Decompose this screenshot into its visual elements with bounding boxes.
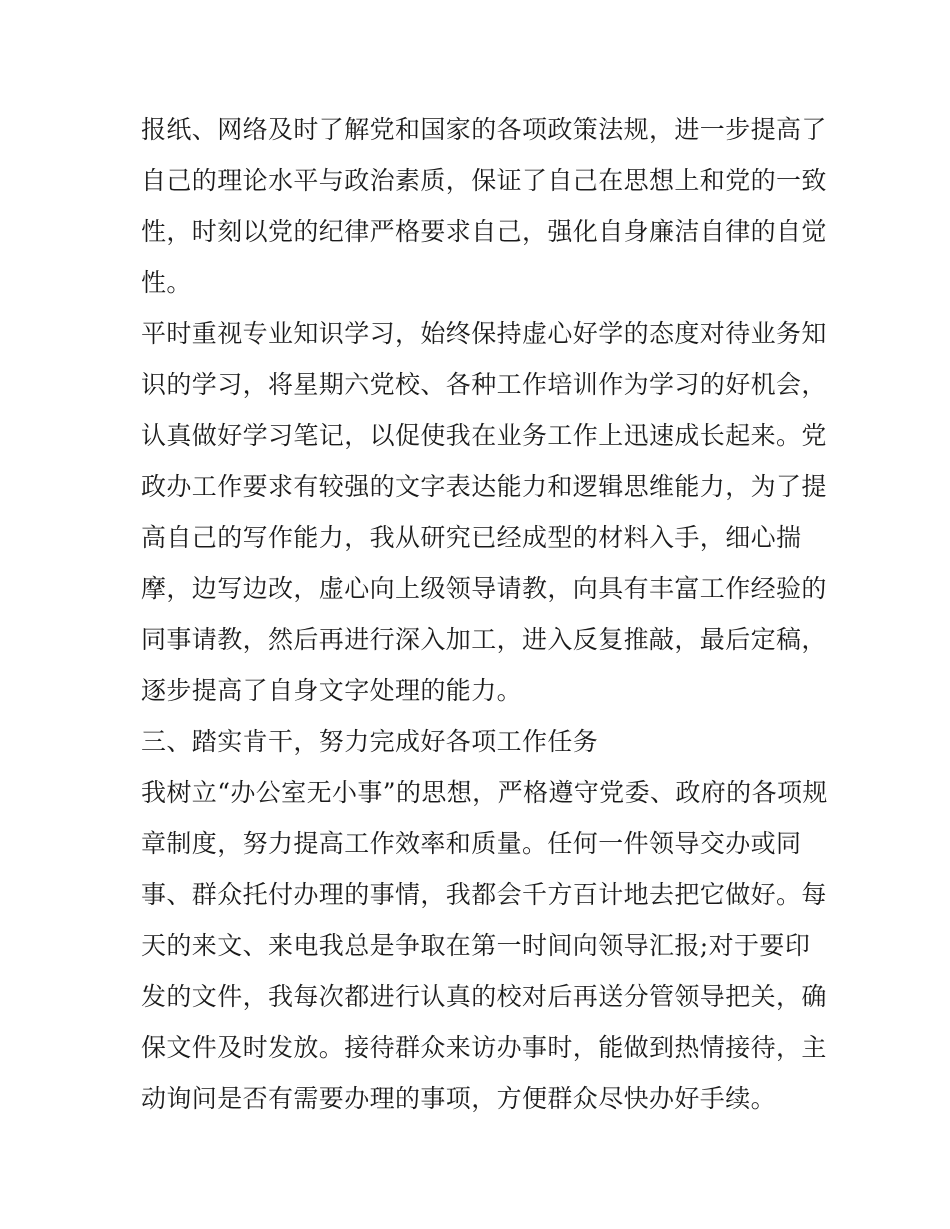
text-line: 发的文件，我每次都进行认真的校对后再送分管领导把关，确 xyxy=(141,982,827,1011)
text-line: 摩，边写边改，虚心向上级领导请教，向具有丰富工作经验的 xyxy=(141,574,827,603)
document-body xyxy=(141,104,828,1124)
section-heading: 三、踏实肯干，努力完成好各项工作任务 xyxy=(141,727,599,756)
text-line: 我树立“办公室无小事”的思想，严格遵守党委、政府的各项规 xyxy=(141,778,828,807)
text-line: 平时重视专业知识学习，始终保持虚心好学的态度对待业务知 xyxy=(141,319,827,348)
text-line: 章制度，努力提高工作效率和质量。任何一件领导交办或同 xyxy=(141,829,802,858)
text-line: 认真做好学习笔记，以促使我在业务工作上迅速成长起来。党 xyxy=(141,421,827,450)
text-line: 性。 xyxy=(141,268,192,297)
text-line: 自己的理论水平与政治素质，保证了自己在思想上和党的一致 xyxy=(141,166,827,195)
text-line: 保文件及时发放。接待群众来访办事时，能做到热情接待，主 xyxy=(141,1033,827,1062)
text-line: 性，时刻以党的纪律严格要求自己，强化自身廉洁自律的自觉 xyxy=(141,217,827,246)
text-line: 报纸、网络及时了解党和国家的各项政策法规，进一步提高了 xyxy=(141,115,827,144)
text-line: 天的来文、来电我总是争取在第一时间向领导汇报;对于要印 xyxy=(141,931,811,960)
text-line: 同事请教，然后再进行深入加工，进入反复推敲，最后定稿， xyxy=(141,625,827,654)
text-line: 识的学习，将星期六党校、各种工作培训作为学习的好机会， xyxy=(141,370,827,399)
text-line: 动询问是否有需要办理的事项，方便群众尽快办好手续。 xyxy=(141,1084,777,1113)
text-line: 逐步提高了自身文字处理的能力。 xyxy=(141,676,523,705)
text-line: 政办工作要求有较强的文字表达能力和逻辑思维能力，为了提 xyxy=(141,472,827,501)
text-line: 事、群众托付办理的事情，我都会千方百计地去把它做好。每 xyxy=(141,880,827,909)
text-line: 高自己的写作能力，我从研究已经成型的材料入手，细心揣 xyxy=(141,523,802,552)
